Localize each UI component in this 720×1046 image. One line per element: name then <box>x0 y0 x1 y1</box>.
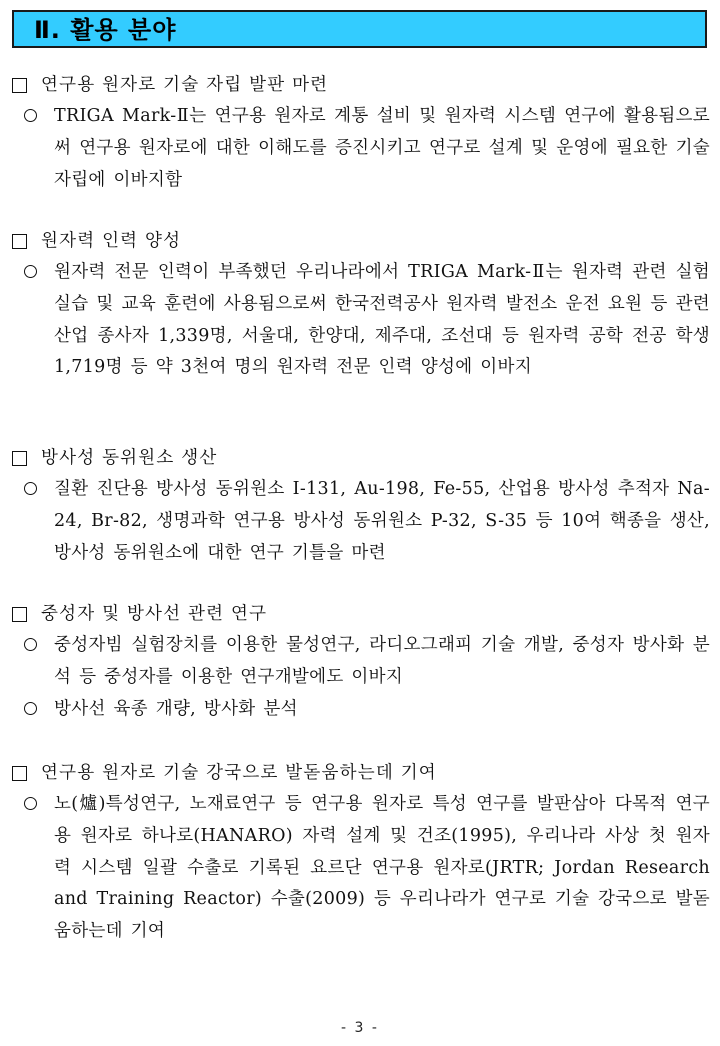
square-bullet-icon <box>12 234 27 249</box>
circle-bullet-icon <box>24 265 37 278</box>
item-text: 원자력 전문 인력이 부족했던 우리나라에서 TRIGA Mark-Ⅱ는 원자력 관련 실험 실습 및 교육 훈련에 사용됨으로써 한국전력공사 원자력 발전소 운전 요원 등 관련 산업 종사자 1,339명, 서울대, 한양대, 제주대, 조선대 등 원자력 공학 전공 학생 1,719명 등 약 3천여 명의 원자력 전문 인력 양성에 이바지 <box>54 262 710 378</box>
list-item <box>10 630 710 694</box>
section-research-reactor-tech <box>10 70 710 196</box>
square-bullet-icon <box>12 607 27 622</box>
circle-bullet-icon <box>24 797 37 810</box>
item-text: TRIGA Mark-Ⅱ는 연구용 원자로 계통 설비 및 원자력 시스템 연구에 활용됨으로써 연구용 원자로에 대한 이해도를 증진시키고 연구로 설계 및 운영에 필요한 기술 자립에 이바지함 <box>54 106 710 190</box>
section-heading: 연구용 원자로 기술 자립 발판 마련 <box>41 75 329 95</box>
square-bullet-icon <box>12 78 27 93</box>
circle-bullet-icon <box>24 482 37 495</box>
circle-bullet-icon <box>24 109 37 122</box>
page-title: Ⅱ. 활용 분야 <box>34 16 177 44</box>
section-tech-powerhouse <box>10 758 710 948</box>
item-text: 노(爐)특성연구, 노재료연구 등 연구용 원자로 특성 연구를 발판삼아 다목적 연구용 원자로 하나로(HANARO) 자력 설계 및 건조(1995), 우리나라 사상 첫 원자력 시스템 일괄 수출로 기록된 요르단 연구용 원자로(JRTR; Jordan Research and Training Reactor) 수출(2009) 등 우리나라가 연구로 기술 강국으로 발돋움하는데 기여 <box>54 794 710 942</box>
section-radioisotope-production <box>10 443 710 569</box>
section-heading: 원자력 인력 양성 <box>41 231 182 251</box>
list-item <box>10 101 710 196</box>
square-bullet-icon <box>12 451 27 466</box>
list-item <box>10 694 710 726</box>
list-item <box>10 474 710 569</box>
square-bullet-icon <box>12 766 27 781</box>
circle-bullet-icon <box>24 638 37 651</box>
section-workforce-training <box>10 226 710 384</box>
list-item <box>10 257 710 384</box>
section-heading: 연구용 원자로 기술 강국으로 발돋움하는데 기여 <box>41 763 437 783</box>
circle-bullet-icon <box>24 702 37 715</box>
item-text: 방사선 육종 개량, 방사화 분석 <box>54 698 298 719</box>
section-title-banner <box>12 10 707 48</box>
page-number: - 3 - <box>341 1020 379 1036</box>
section-neutron-radiation-research <box>10 599 710 725</box>
item-text: 질환 진단용 방사성 동위원소 I-131, Au-198, Fe-55, 산업용 방사성 추적자 Na-24, Br-82, 생명과학 연구용 방사성 동위원소 P-32, S-35 등 10여 핵종을 생산, 방사성 동위원소에 대한 연구 기틀을 마련 <box>54 479 710 563</box>
list-item <box>10 789 710 948</box>
section-heading: 방사성 동위원소 생산 <box>41 448 218 468</box>
section-heading: 중성자 및 방사선 관련 연구 <box>41 604 268 624</box>
item-text: 중성자빔 실험장치를 이용한 물성연구, 라디오그래피 기술 개발, 중성자 방사화 분석 등 중성자를 이용한 연구개발에도 이바지 <box>54 635 710 687</box>
